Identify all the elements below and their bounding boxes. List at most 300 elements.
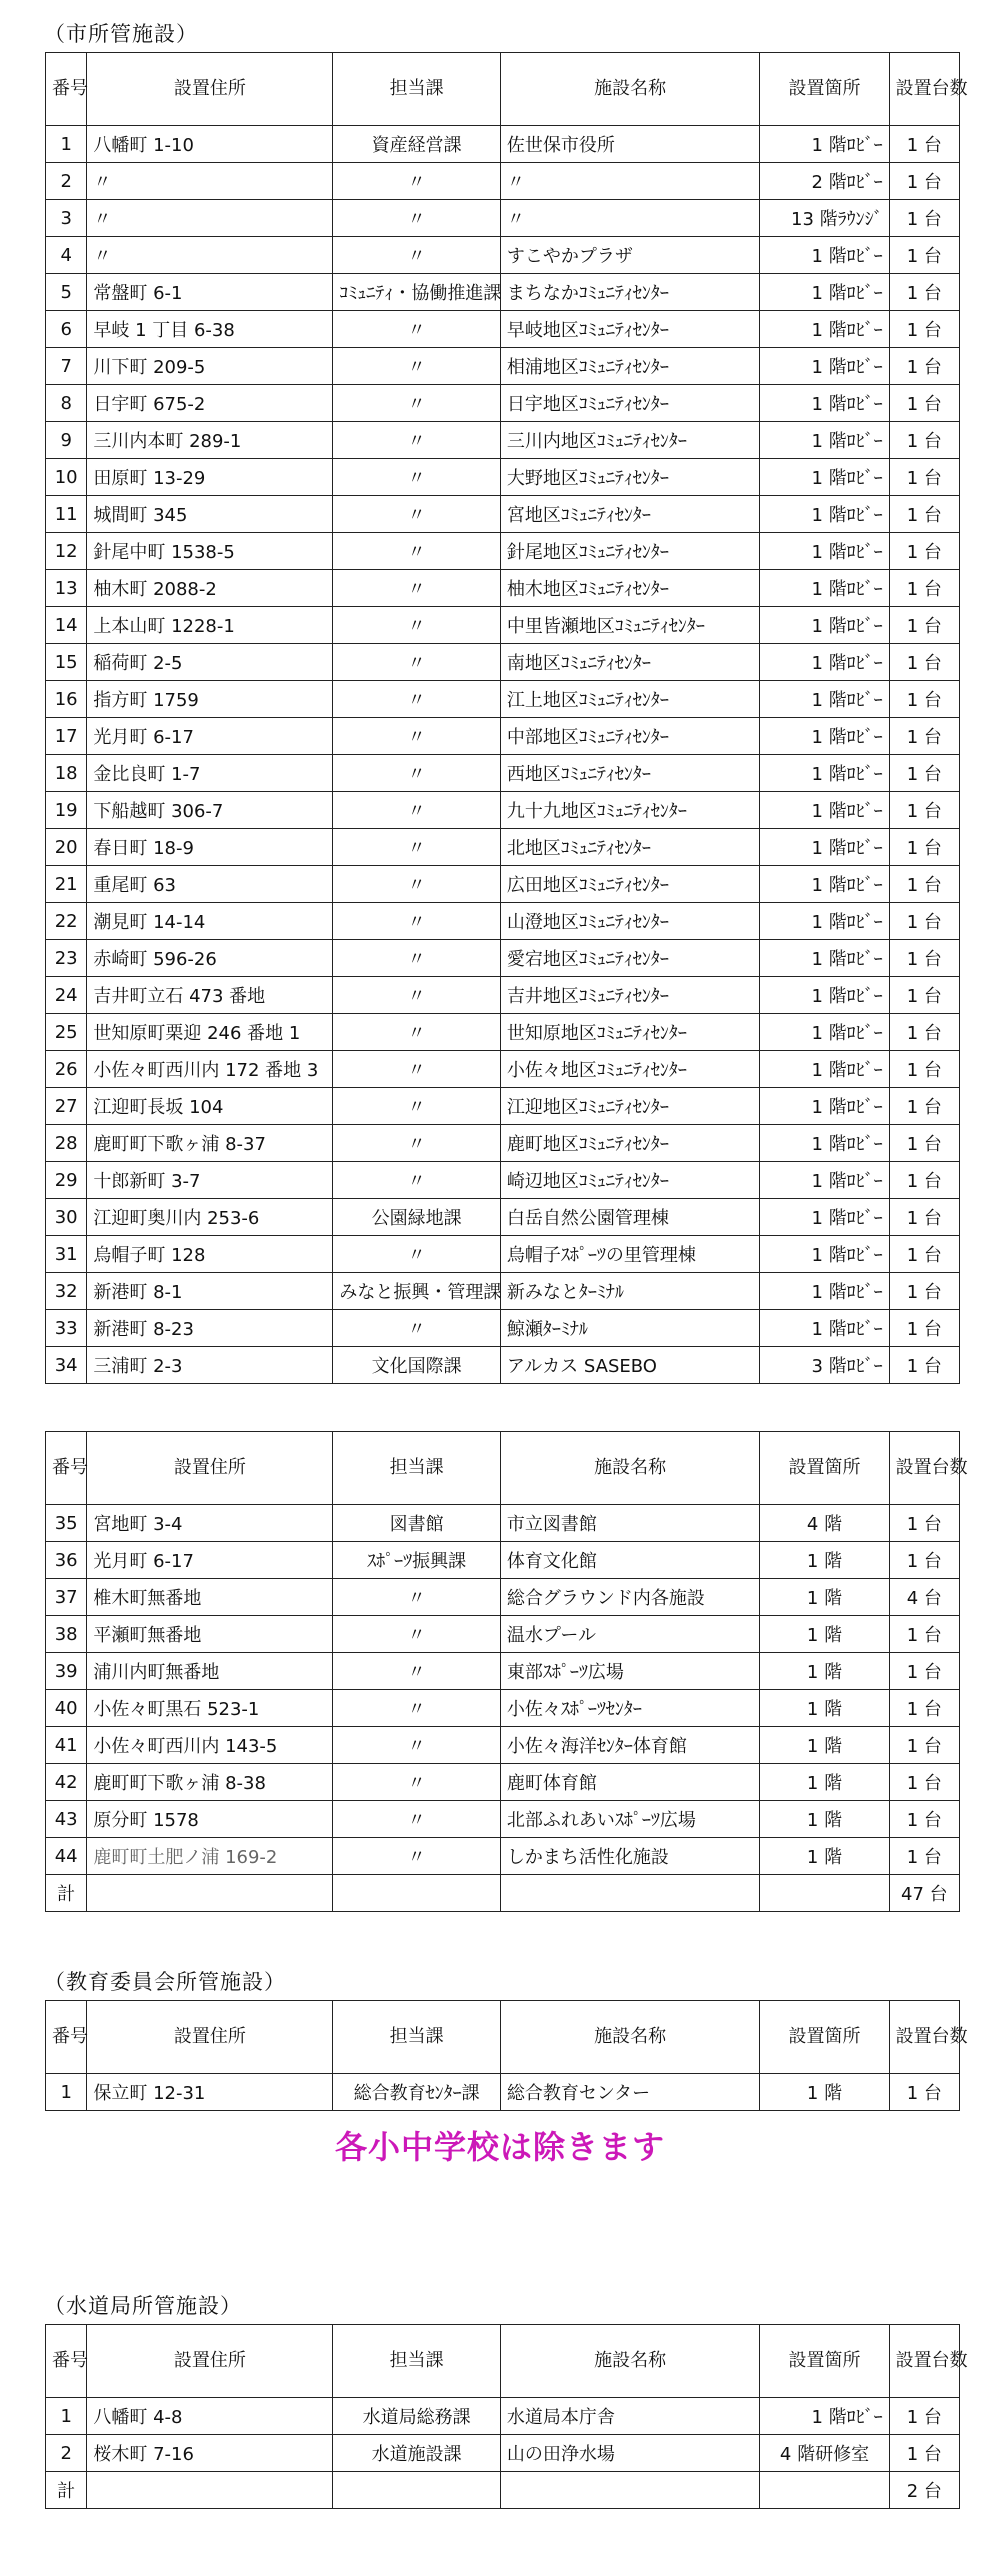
row-number: 26	[46, 1051, 87, 1088]
row-department: 〃	[333, 1801, 500, 1838]
row-location: 3 階ﾛﾋﾞｰ	[760, 1347, 889, 1384]
row-count: 1 台	[889, 2398, 959, 2435]
row-count: 1 台	[889, 829, 959, 866]
row-number: 23	[46, 940, 87, 977]
total-label: 計	[46, 2472, 87, 2509]
row-number: 6	[46, 311, 87, 348]
row-location: 1 階	[760, 1542, 889, 1579]
row-number: 24	[46, 977, 87, 1014]
row-location: 1 階ﾛﾋﾞｰ	[760, 1088, 889, 1125]
row-location: 1 階	[760, 1727, 889, 1764]
row-count: 1 台	[889, 755, 959, 792]
row-department: 資産経営課	[333, 126, 500, 163]
row-count: 1 台	[889, 1199, 959, 1236]
row-count: 1 台	[889, 385, 959, 422]
row-facility-name: 中部地区ｺﾐｭﾆﾃｨｾﾝﾀｰ	[500, 718, 760, 755]
table-row	[46, 237, 960, 274]
row-location: 1 階ﾛﾋﾞｰ	[760, 607, 889, 644]
table-row	[46, 311, 960, 348]
row-address: 早岐 1 丁目 6-38	[87, 311, 333, 348]
row-department: 〃	[333, 903, 500, 940]
row-department: 〃	[333, 163, 500, 200]
total-empty-cell	[500, 1875, 760, 1912]
row-number: 1	[46, 2398, 87, 2435]
row-address: 赤崎町 596-26	[87, 940, 333, 977]
row-number: 2	[46, 2435, 87, 2472]
header-address: 設置住所	[87, 53, 333, 126]
row-address: 鹿町町下歌ヶ浦 8-37	[87, 1125, 333, 1162]
row-facility-name: 西地区ｺﾐｭﾆﾃｨｾﾝﾀｰ	[500, 755, 760, 792]
city-facilities-table-continued	[45, 1431, 968, 1912]
row-address: 〃	[87, 237, 333, 274]
row-department: 〃	[333, 829, 500, 866]
row-number: 44	[46, 1838, 87, 1875]
row-number: 35	[46, 1505, 87, 1542]
row-location: 1 階	[760, 2074, 889, 2111]
row-location: 1 階ﾛﾋﾞｰ	[760, 385, 889, 422]
row-location: 1 階ﾛﾋﾞｰ	[760, 718, 889, 755]
row-address: 桜木町 7-16	[87, 2435, 333, 2472]
header-count: 設置台数	[889, 2325, 959, 2398]
table-row	[46, 348, 960, 385]
row-number: 7	[46, 348, 87, 385]
row-location: 1 階ﾛﾋﾞｰ	[760, 126, 889, 163]
row-address: 光月町 6-17	[87, 718, 333, 755]
row-number: 28	[46, 1125, 87, 1162]
header-address: 設置住所	[87, 2325, 333, 2398]
table-row	[46, 385, 960, 422]
table-row	[46, 718, 960, 755]
row-count: 1 台	[889, 1014, 959, 1051]
row-count: 1 台	[889, 274, 959, 311]
row-facility-name: 小佐々海洋ｾﾝﾀｰ体育館	[500, 1727, 760, 1764]
row-department: みなと振興・管理課	[333, 1273, 500, 1310]
row-location: 1 階ﾛﾋﾞｰ	[760, 1199, 889, 1236]
row-number: 42	[46, 1764, 87, 1801]
row-count: 1 台	[889, 459, 959, 496]
row-facility-name: 体育文化館	[500, 1542, 760, 1579]
row-number: 3	[46, 200, 87, 237]
row-department: 〃	[333, 1051, 500, 1088]
row-count: 1 台	[889, 163, 959, 200]
education-section-title: （教育委員会所管施設）	[44, 1970, 286, 1994]
row-facility-name: すこやかプラザ	[500, 237, 760, 274]
row-address: 小佐々町西川内 172 番地 3	[87, 1051, 333, 1088]
row-count: 4 台	[889, 1579, 959, 1616]
row-address: 上本山町 1228-1	[87, 607, 333, 644]
row-number: 25	[46, 1014, 87, 1051]
row-department: 〃	[333, 496, 500, 533]
row-department: 〃	[333, 459, 500, 496]
row-number: 27	[46, 1088, 87, 1125]
row-location: 1 階ﾛﾋﾞｰ	[760, 1125, 889, 1162]
row-department: 〃	[333, 1764, 500, 1801]
row-facility-name: 温水プール	[500, 1616, 760, 1653]
row-number: 20	[46, 829, 87, 866]
table-row	[46, 200, 960, 237]
row-count: 1 台	[889, 1088, 959, 1125]
row-address: 重尾町 63	[87, 866, 333, 903]
table-row	[46, 829, 960, 866]
schools-excluded-notice: 各小中学校は除きます	[334, 2128, 665, 2166]
header-department: 担当課	[333, 2325, 500, 2398]
row-address: 〃	[87, 200, 333, 237]
row-facility-name: 崎辺地区ｺﾐｭﾆﾃｨｾﾝﾀｰ	[500, 1162, 760, 1199]
row-facility-name: まちなかｺﾐｭﾆﾃｨｾﾝﾀｰ	[500, 274, 760, 311]
table-row	[46, 533, 960, 570]
row-count: 1 台	[889, 422, 959, 459]
table-row	[46, 163, 960, 200]
row-facility-name: アルカス SASEBO	[500, 1347, 760, 1384]
row-number: 8	[46, 385, 87, 422]
row-facility-name: 北部ふれあいｽﾎﾟｰﾂ広場	[500, 1801, 760, 1838]
row-facility-name: 小佐々地区ｺﾐｭﾆﾃｨｾﾝﾀｰ	[500, 1051, 760, 1088]
row-address: 浦川内町無番地	[87, 1653, 333, 1690]
row-number: 9	[46, 422, 87, 459]
row-facility-name: 広田地区ｺﾐｭﾆﾃｨｾﾝﾀｰ	[500, 866, 760, 903]
row-number: 2	[46, 163, 87, 200]
row-count: 1 台	[889, 1505, 959, 1542]
row-address: 小佐々町西川内 143-5	[87, 1727, 333, 1764]
header-count: 設置台数	[889, 2001, 959, 2074]
row-number: 41	[46, 1727, 87, 1764]
row-department: ｽﾎﾟｰﾂ振興課	[333, 1542, 500, 1579]
table-row	[46, 1125, 960, 1162]
row-number: 39	[46, 1653, 87, 1690]
header-location: 設置箇所	[760, 1432, 889, 1505]
table-row	[46, 940, 960, 977]
row-facility-name: 北地区ｺﾐｭﾆﾃｨｾﾝﾀｰ	[500, 829, 760, 866]
row-address: 田原町 13-29	[87, 459, 333, 496]
row-location: 1 階ﾛﾋﾞｰ	[760, 496, 889, 533]
row-number: 18	[46, 755, 87, 792]
row-facility-name: 愛宕地区ｺﾐｭﾆﾃｨｾﾝﾀｰ	[500, 940, 760, 977]
row-count: 1 台	[889, 681, 959, 718]
row-address: 〃	[87, 163, 333, 200]
row-count: 1 台	[889, 644, 959, 681]
header-facility-name: 施設名称	[500, 1432, 760, 1505]
row-count: 1 台	[889, 607, 959, 644]
header-facility-name: 施設名称	[500, 2325, 760, 2398]
row-department: 〃	[333, 422, 500, 459]
total-empty-cell	[760, 2472, 889, 2509]
row-count: 1 台	[889, 1273, 959, 1310]
row-count: 1 台	[889, 1051, 959, 1088]
row-department: 〃	[333, 1616, 500, 1653]
row-location: 1 階ﾛﾋﾞｰ	[760, 1273, 889, 1310]
total-empty-cell	[87, 1875, 333, 1912]
row-address: 八幡町 1-10	[87, 126, 333, 163]
row-department: 〃	[333, 1310, 500, 1347]
table-row	[46, 1051, 960, 1088]
row-location: 1 階ﾛﾋﾞｰ	[760, 1310, 889, 1347]
row-number: 14	[46, 607, 87, 644]
row-location: 1 階ﾛﾋﾞｰ	[760, 755, 889, 792]
header-location: 設置箇所	[760, 2325, 889, 2398]
row-department: 〃	[333, 755, 500, 792]
table-row	[46, 2435, 960, 2472]
row-location: 1 階ﾛﾋﾞｰ	[760, 977, 889, 1014]
row-location: 1 階	[760, 1801, 889, 1838]
row-address: 平瀬町無番地	[87, 1616, 333, 1653]
row-department: 〃	[333, 570, 500, 607]
total-empty-cell	[87, 2472, 333, 2509]
row-facility-name: 白岳自然公園管理棟	[500, 1199, 760, 1236]
row-location: 1 階	[760, 1764, 889, 1801]
row-department: 総合教育ｾﾝﾀｰ課	[333, 2074, 500, 2111]
row-address: 三川内本町 289-1	[87, 422, 333, 459]
table-row	[46, 1764, 960, 1801]
row-count: 1 台	[889, 1727, 959, 1764]
table-row	[46, 1653, 960, 1690]
row-department: 〃	[333, 792, 500, 829]
row-location: 1 階ﾛﾋﾞｰ	[760, 237, 889, 274]
total-count: 2 台	[889, 2472, 959, 2509]
row-number: 33	[46, 1310, 87, 1347]
row-facility-name: しかまち活性化施設	[500, 1838, 760, 1875]
row-facility-name: 大野地区ｺﾐｭﾆﾃｨｾﾝﾀｰ	[500, 459, 760, 496]
row-address: 十郎新町 3-7	[87, 1162, 333, 1199]
row-department: 〃	[333, 607, 500, 644]
row-location: 1 階ﾛﾋﾞｰ	[760, 866, 889, 903]
row-location: 1 階	[760, 1616, 889, 1653]
row-number: 5	[46, 274, 87, 311]
row-location: 1 階ﾛﾋﾞｰ	[760, 311, 889, 348]
header-facility-name: 施設名称	[500, 2001, 760, 2074]
row-department: 図書館	[333, 1505, 500, 1542]
row-department: 〃	[333, 1125, 500, 1162]
row-location: 1 階ﾛﾋﾞｰ	[760, 570, 889, 607]
row-facility-name: 世知原地区ｺﾐｭﾆﾃｨｾﾝﾀｰ	[500, 1014, 760, 1051]
row-location: 4 階研修室	[760, 2435, 889, 2472]
row-count: 1 台	[889, 1838, 959, 1875]
row-address: 城間町 345	[87, 496, 333, 533]
row-department: 〃	[333, 866, 500, 903]
total-empty-cell	[760, 1875, 889, 1912]
table-row	[46, 1505, 960, 1542]
table-row	[46, 1162, 960, 1199]
table-row	[46, 1727, 960, 1764]
row-location: 1 階ﾛﾋﾞｰ	[760, 274, 889, 311]
table-row	[46, 1014, 960, 1051]
row-department: 〃	[333, 1236, 500, 1273]
row-number: 40	[46, 1690, 87, 1727]
row-count: 1 台	[889, 1690, 959, 1727]
row-department: 文化国際課	[333, 1347, 500, 1384]
table-row	[46, 1542, 960, 1579]
row-count: 1 台	[889, 2435, 959, 2472]
row-count: 1 台	[889, 496, 959, 533]
row-address: 春日町 18-9	[87, 829, 333, 866]
row-number: 37	[46, 1579, 87, 1616]
row-count: 1 台	[889, 1125, 959, 1162]
table-total-row	[46, 2472, 960, 2509]
row-address: 柚木町 2088-2	[87, 570, 333, 607]
row-count: 1 台	[889, 1616, 959, 1653]
row-facility-name: 九十九地区ｺﾐｭﾆﾃｨｾﾝﾀｰ	[500, 792, 760, 829]
row-count: 1 台	[889, 1653, 959, 1690]
row-location: 1 階ﾛﾋﾞｰ	[760, 903, 889, 940]
row-count: 1 台	[889, 1542, 959, 1579]
header-no: 番号	[46, 2325, 87, 2398]
row-department: 〃	[333, 718, 500, 755]
row-address: 新港町 8-1	[87, 1273, 333, 1310]
row-address: 吉井町立石 473 番地	[87, 977, 333, 1014]
table-row	[46, 1199, 960, 1236]
row-count: 1 台	[889, 348, 959, 385]
row-facility-name: 鹿町地区ｺﾐｭﾆﾃｨｾﾝﾀｰ	[500, 1125, 760, 1162]
table-row	[46, 607, 960, 644]
row-count: 1 台	[889, 311, 959, 348]
row-address: 椎木町無番地	[87, 1579, 333, 1616]
row-facility-name: 烏帽子ｽﾎﾟｰﾂの里管理棟	[500, 1236, 760, 1273]
row-facility-name: 佐世保市役所	[500, 126, 760, 163]
table-row	[46, 1801, 960, 1838]
table-header-row	[46, 2001, 960, 2074]
table-row	[46, 1310, 960, 1347]
row-facility-name: 江上地区ｺﾐｭﾆﾃｨｾﾝﾀｰ	[500, 681, 760, 718]
table-row	[46, 126, 960, 163]
row-address: 日宇町 675-2	[87, 385, 333, 422]
row-facility-name: 小佐々ｽﾎﾟｰﾂｾﾝﾀｰ	[500, 1690, 760, 1727]
row-address: 鹿町町下歌ヶ浦 8-38	[87, 1764, 333, 1801]
row-department: 〃	[333, 348, 500, 385]
table-header-row	[46, 1432, 960, 1505]
row-location: 1 階ﾛﾋﾞｰ	[760, 348, 889, 385]
row-location: 1 階ﾛﾋﾞｰ	[760, 533, 889, 570]
row-location: 1 階ﾛﾋﾞｰ	[760, 1162, 889, 1199]
row-facility-name: 三川内地区ｺﾐｭﾆﾃｨｾﾝﾀｰ	[500, 422, 760, 459]
table-row	[46, 1236, 960, 1273]
row-count: 1 台	[889, 940, 959, 977]
row-department: 〃	[333, 681, 500, 718]
row-number: 31	[46, 1236, 87, 1273]
row-address: 宮地町 3-4	[87, 1505, 333, 1542]
row-facility-name: 鹿町体育館	[500, 1764, 760, 1801]
table-row	[46, 1616, 960, 1653]
row-location: 1 階ﾛﾋﾞｰ	[760, 1051, 889, 1088]
row-number: 1	[46, 126, 87, 163]
row-department: 公園緑地課	[333, 1199, 500, 1236]
education-facilities-table	[45, 2000, 968, 2111]
row-address: 光月町 6-17	[87, 1542, 333, 1579]
row-facility-name: 山の田浄水場	[500, 2435, 760, 2472]
row-facility-name: 早岐地区ｺﾐｭﾆﾃｨｾﾝﾀｰ	[500, 311, 760, 348]
row-facility-name: 中里皆瀬地区ｺﾐｭﾆﾃｨｾﾝﾀｰ	[500, 607, 760, 644]
total-label: 計	[46, 1875, 87, 1912]
row-number: 32	[46, 1273, 87, 1310]
row-address: 三浦町 2-3	[87, 1347, 333, 1384]
row-address: 針尾中町 1538-5	[87, 533, 333, 570]
row-facility-name: 柚木地区ｺﾐｭﾆﾃｨｾﾝﾀｰ	[500, 570, 760, 607]
table-row	[46, 1838, 960, 1875]
row-count: 1 台	[889, 1310, 959, 1347]
table-row	[46, 792, 960, 829]
row-number: 43	[46, 1801, 87, 1838]
row-address: 川下町 209-5	[87, 348, 333, 385]
row-department: 〃	[333, 311, 500, 348]
row-count: 1 台	[889, 1764, 959, 1801]
table-row	[46, 459, 960, 496]
row-department: ｺﾐｭﾆﾃｨ・協働推進課	[333, 274, 500, 311]
row-facility-name: 南地区ｺﾐｭﾆﾃｨｾﾝﾀｰ	[500, 644, 760, 681]
row-location: 1 階ﾛﾋﾞｰ	[760, 459, 889, 496]
row-count: 1 台	[889, 2074, 959, 2111]
row-location: 1 階ﾛﾋﾞｰ	[760, 829, 889, 866]
row-number: 17	[46, 718, 87, 755]
row-number: 22	[46, 903, 87, 940]
row-count: 1 台	[889, 200, 959, 237]
row-location: 1 階ﾛﾋﾞｰ	[760, 2398, 889, 2435]
row-number: 34	[46, 1347, 87, 1384]
row-number: 1	[46, 2074, 87, 2111]
water-facilities-table	[45, 2324, 968, 2509]
header-facility-name: 施設名称	[500, 53, 760, 126]
row-facility-name: 市立図書館	[500, 1505, 760, 1542]
row-facility-name: 東部ｽﾎﾟｰﾂ広場	[500, 1653, 760, 1690]
row-location: 1 階ﾛﾋﾞｰ	[760, 1014, 889, 1051]
row-facility-name: 総合グラウンド内各施設	[500, 1579, 760, 1616]
row-count: 1 台	[889, 1347, 959, 1384]
row-department: 〃	[333, 385, 500, 422]
row-department: 〃	[333, 1088, 500, 1125]
table-row	[46, 977, 960, 1014]
row-department: 〃	[333, 1690, 500, 1727]
table-row	[46, 1088, 960, 1125]
header-department: 担当課	[333, 53, 500, 126]
row-department: 〃	[333, 977, 500, 1014]
row-address: 潮見町 14-14	[87, 903, 333, 940]
table-row	[46, 1690, 960, 1727]
row-location: 1 階ﾛﾋﾞｰ	[760, 681, 889, 718]
row-number: 15	[46, 644, 87, 681]
table-row	[46, 1579, 960, 1616]
row-count: 1 台	[889, 903, 959, 940]
row-count: 1 台	[889, 1236, 959, 1273]
row-department: 〃	[333, 1653, 500, 1690]
row-number: 4	[46, 237, 87, 274]
header-count: 設置台数	[889, 1432, 959, 1505]
row-address: 常盤町 6-1	[87, 274, 333, 311]
total-count: 47 台	[889, 1875, 959, 1912]
table-row	[46, 1347, 960, 1384]
table-row	[46, 496, 960, 533]
header-department: 担当課	[333, 1432, 500, 1505]
header-no: 番号	[46, 53, 87, 126]
row-facility-name: 〃	[500, 163, 760, 200]
row-number: 10	[46, 459, 87, 496]
header-no: 番号	[46, 2001, 87, 2074]
row-facility-name: 吉井地区ｺﾐｭﾆﾃｨｾﾝﾀｰ	[500, 977, 760, 1014]
table-row	[46, 570, 960, 607]
row-number: 21	[46, 866, 87, 903]
row-facility-name: 水道局本庁舎	[500, 2398, 760, 2435]
table-row	[46, 755, 960, 792]
row-number: 13	[46, 570, 87, 607]
row-location: 1 階	[760, 1690, 889, 1727]
row-location: 1 階ﾛﾋﾞｰ	[760, 792, 889, 829]
row-facility-name: 新みなとﾀｰﾐﾅﾙ	[500, 1273, 760, 1310]
row-location: 1 階ﾛﾋﾞｰ	[760, 940, 889, 977]
row-address: 世知原町栗迎 246 番地 1	[87, 1014, 333, 1051]
header-no: 番号	[46, 1432, 87, 1505]
row-location: 13 階ﾗｳﾝｼﾞ	[760, 200, 889, 237]
row-facility-name: 鯨瀬ﾀｰﾐﾅﾙ	[500, 1310, 760, 1347]
row-address: 烏帽子町 128	[87, 1236, 333, 1273]
row-number: 16	[46, 681, 87, 718]
row-number: 12	[46, 533, 87, 570]
row-location: 1 階	[760, 1838, 889, 1875]
